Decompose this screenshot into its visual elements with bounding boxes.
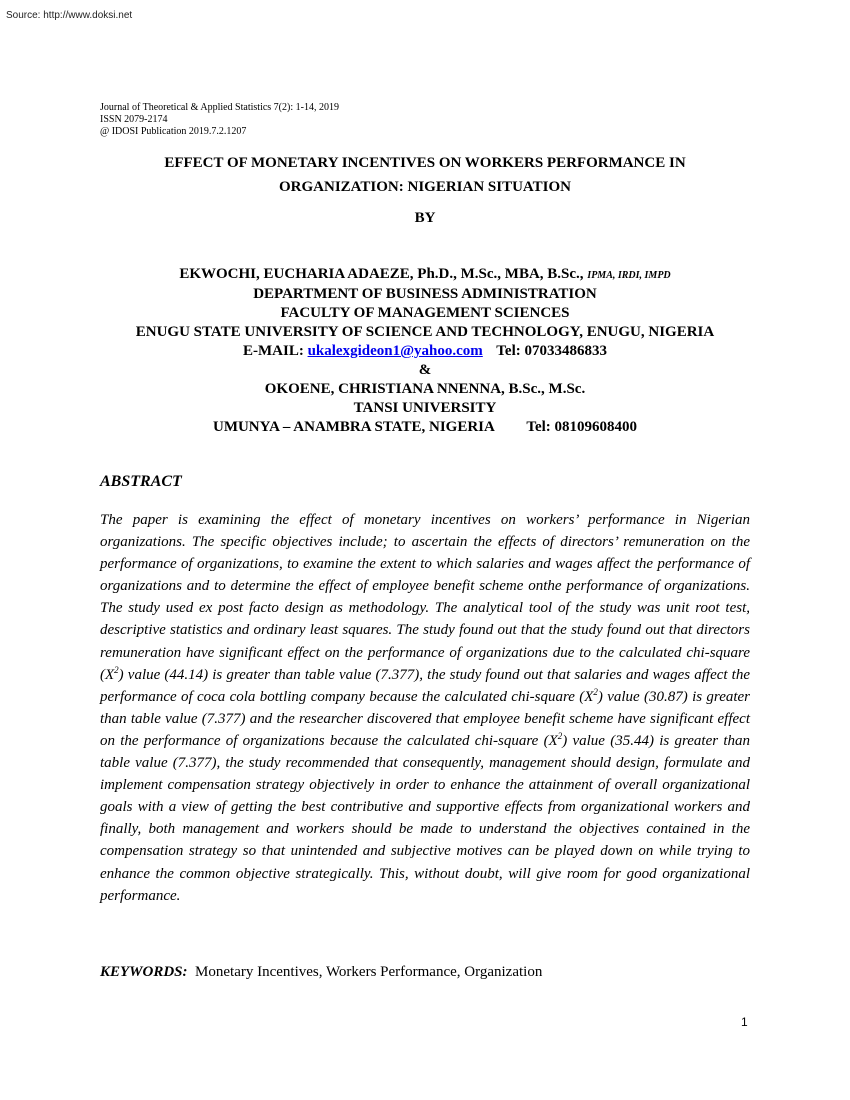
author-block [100,265,750,437]
abstract-text-3: ) value (30.87) is greater than table value (7.377) and the researcher discovered that employee benefit scheme have significant effect on the performance of organizations because the calculated chi-square (X [100,688,751,749]
title-line-2: ORGANIZATION: NIGERIAN SITUATION [279,179,571,195]
source-label: Source: http://www.doksi.net [6,10,133,21]
ampersand: & [418,362,432,378]
author1-university: ENUGU STATE UNIVERSITY OF SCIENCE AND TECHNOLOGY, ENUGU, NIGERIA [135,324,715,340]
author1-department: DEPARTMENT OF BUSINESS ADMINISTRATION [253,286,597,302]
superscript-2: 2 [114,664,119,675]
title-line-1: EFFECT OF MONETARY INCENTIVES ON WORKERS PERFORMANCE IN [164,155,686,171]
abstract-text-2: ) value (44.14) is greater than table value (7.377), the study found out that salaries and wages affect the performance of coca cola bottling company because the calculated chi-square (X [100,666,750,705]
abstract-body [100,509,750,907]
email-link[interactable]: ukalexgideon1@yahoo.com [307,343,483,359]
paper-title [100,151,750,199]
author1-contact [100,342,750,361]
abstract-text-4: ) value (35.44) is greater than table value (7.377), the study recommended that consequently, management should design, formulate and implement compensation strategy objectively in order to enhance the attainment of overall organizational goals with a view of getting the best contributive and supportive effects from organizational workers and finally, both management and workers should be made to understand the objectives contained in the compensation strategy so that unintended and subjective motives can be played down on while trying to enhance the common objective strategically. This, without doubt, will give room for good organizational performance. [100,732,750,904]
author1-faculty: FACULTY OF MANAGEMENT SCIENCES [280,305,570,321]
author1-credentials: IPMA, IRDI, IMPD [587,270,671,281]
superscript-2: 2 [557,730,563,741]
keywords-text: Monetary Incentives, Workers Performance, Organization [195,964,543,980]
author2-tel: Tel: 08109608400 [526,419,638,435]
author2-name: OKOENE, CHRISTIANA NNENNA, B.Sc., M.Sc. [264,381,586,397]
keywords-line [100,964,542,981]
abstract-text-1: The paper is examining the effect of monetary incentives on workers’ performance in Nigerian organizations. The specific objectives include; to ascertain the effects of directors’ remuneration on the performance of organizations, to examine the extent to which salaries and wages affect the performance of organizations and to determine the effect of employee benefit scheme onthe performance of organizations. The study used ex post facto design as methodology. The analytical tool of the study was unit root test, descriptive statistics and ordinary least squares. The study found out that the study found out that directors remuneration have significant effect on the performance of organizations due to the calculated chi-square (X [100,512,750,683]
journal-info [100,102,339,138]
journal-publication: @ IDOSI Publication 2019.7.2.1207 [100,126,247,137]
author1-name-line [100,265,750,285]
author2-university: TANSI UNIVERSITY [353,400,497,416]
author1-name: EKWOCHI, EUCHARIA ADAEZE, Ph.D., M.Sc., MBA, B.Sc., [179,266,584,282]
email-label: E-MAIL: [243,343,304,359]
author2-location: UMUNYA – ANAMBRA STATE, NIGERIA [212,419,495,435]
abstract-heading: ABSTRACT [100,473,182,490]
author1-tel: Tel: 07033486833 [496,343,607,359]
keywords-label: KEYWORDS: [100,964,188,980]
author2-contact [100,418,750,437]
journal-citation: Journal of Theoretical & Applied Statistics 7(2): 1-14, 2019 [100,102,339,113]
by-label: BY [414,210,436,226]
superscript-2: 2 [593,686,598,697]
page-number: 1 [741,1015,748,1029]
journal-issn: ISSN 2079-2174 [100,114,168,125]
